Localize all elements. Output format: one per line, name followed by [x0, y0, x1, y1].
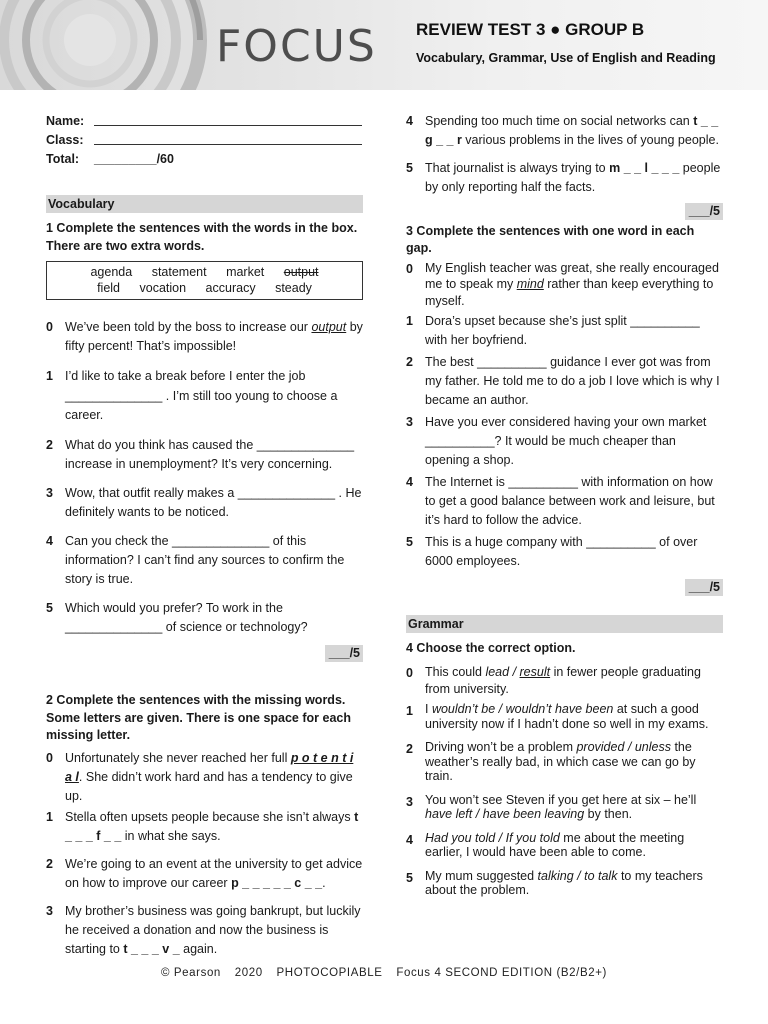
ex4-item: [406, 869, 723, 898]
item-text: You won’t see Steven if you get here at six – he’ll have left / have been leaving by then.: [425, 792, 697, 821]
given-letters: p _ _ _ _ _ c _ _: [231, 875, 323, 890]
item-text: My English teacher was great, she really encouraged me to speak my mind rather than keep everything to myself.: [425, 260, 719, 308]
item-number: 5: [406, 535, 413, 549]
ex1-item: [46, 436, 363, 474]
item-number: 4: [406, 114, 413, 128]
ex2-item: [46, 749, 363, 806]
item-text: Unfortunately she never reached her full p o t e n t i a l. She didn’t work hard and has a tendency to give up.: [65, 750, 354, 803]
item-number: 5: [46, 600, 53, 615]
ex4-instruction: 4 Choose the correct option.: [406, 640, 576, 655]
option-1[interactable]: have left: [425, 807, 473, 821]
ex3-item: [406, 353, 723, 410]
right-column: [406, 112, 723, 898]
item-number: 2: [406, 742, 413, 756]
given-letters: t _ _ _ f _ _: [65, 809, 359, 843]
class-label: Class:: [46, 133, 84, 147]
item-text: Driving won’t be a problem provided / unless the weather’s really bad, in which case we can go by train.: [425, 740, 696, 783]
item-number: 0: [406, 666, 413, 680]
ex3-score: [406, 578, 723, 597]
ex1-item: [46, 484, 363, 522]
item-number: 4: [406, 832, 413, 847]
name-field[interactable]: [94, 112, 362, 126]
score-box: ___/5: [685, 579, 723, 596]
test-title: REVIEW TEST 3 ● GROUP B: [416, 20, 645, 39]
item-number: 3: [46, 485, 53, 500]
item-number: 1: [46, 369, 53, 383]
given-letters: m _ _ l _ _ _: [609, 161, 680, 175]
word: agenda: [90, 265, 133, 279]
word: accuracy: [205, 281, 256, 295]
ex4-item: [406, 702, 723, 731]
item-number: 5: [406, 870, 413, 885]
ex1-score: [46, 644, 363, 663]
footer: [0, 964, 768, 983]
ex1-item: [46, 532, 363, 589]
item-text: That journalist is always trying to m _ _ l _ _ _ people by only reporting half the facts.: [425, 161, 721, 194]
item-text: We’ve been told by the boss to increase our output by fifty percent! That’s impossible!: [65, 320, 363, 353]
ex2-item: [46, 855, 363, 893]
swirl-graphic: [0, 0, 240, 90]
ex3-instruction: 3 Complete the sentences with one word in each gap.: [406, 223, 695, 255]
item-text: Dora’s upset because she’s just split __________ with her boyfriend.: [425, 314, 700, 347]
item-text: Wow, that outfit really makes a ______________ . He definitely wants to be noticed.: [65, 485, 362, 519]
given-letters: t _ _ g _ _ r: [425, 114, 719, 147]
class-row: [46, 131, 363, 150]
copyright: © Pearson: [161, 967, 221, 979]
ex2-item: [46, 808, 363, 846]
left-column: [46, 112, 363, 959]
word: statement: [151, 265, 207, 279]
item-number: 4: [406, 475, 413, 489]
option-2[interactable]: If you told: [505, 830, 560, 845]
grammar-section-title: Grammar: [406, 615, 723, 633]
example-answer: p o t e n t i a l: [65, 750, 354, 784]
option-1[interactable]: Had you told: [425, 830, 496, 845]
ex1-instruction: 1 Complete the sentences with the words in the box. There are two extra words.: [46, 221, 358, 253]
name-label: Name:: [46, 114, 85, 128]
vocabulary-section-title: Vocabulary: [46, 195, 363, 213]
ex4-item: [406, 740, 723, 784]
item-number: 1: [46, 809, 53, 824]
photocopiable: PHOTOCOPIABLE: [276, 967, 383, 979]
ex2-instruction: 2 Complete the sentences with the missing words. Some letters are given. There is one space for each missing letter.: [46, 693, 351, 742]
word: steady: [275, 281, 312, 295]
item-text: Had you told / If you told me about the meeting earlier, I would have been able to come.: [425, 830, 685, 859]
item-text: This is a huge company with __________ of over 6000 employees.: [425, 535, 698, 568]
item-number: 3: [46, 903, 53, 918]
item-number: 3: [406, 794, 413, 809]
given-letters: t _ _ _ v _: [123, 941, 180, 956]
ex2-item: [406, 159, 723, 197]
option-1[interactable]: provided: [576, 740, 625, 754]
ex3-item: [406, 312, 723, 350]
item-number: 4: [46, 533, 53, 548]
example-answer: output: [311, 320, 347, 334]
header-banner: [0, 0, 768, 90]
item-number: 5: [406, 161, 413, 175]
option-1[interactable]: wouldn’t be: [431, 702, 496, 716]
item-text: Which would you prefer? To work in the ______________ of science or technology?: [65, 600, 308, 634]
item-text: Can you check the ______________ of this information? I can’t find any sources to confirm the story is true.: [65, 533, 345, 586]
item-number: 0: [406, 261, 413, 276]
ex3-item: [406, 533, 723, 571]
ex2-item: [406, 112, 723, 150]
word: vocation: [139, 281, 187, 295]
class-field[interactable]: [94, 131, 362, 145]
option-1[interactable]: lead: [485, 665, 510, 679]
ex2-item: [46, 902, 363, 959]
item-text: The best __________ guidance I ever got was from my father. He told me to do a job I love which is why I became an author.: [425, 355, 720, 407]
ex3-item: [406, 473, 723, 530]
option-1[interactable]: talking: [537, 868, 574, 883]
word: market: [226, 265, 265, 279]
ex4-item: [406, 664, 723, 698]
option-2[interactable]: to talk: [584, 868, 618, 883]
score-box: ___/5: [325, 645, 363, 662]
ex3-item: [406, 260, 723, 310]
score-box: ___/5: [685, 203, 723, 220]
option-2[interactable]: unless: [634, 740, 671, 754]
item-text: Stella often upsets people because she isn’t always t _ _ _ f _ _ in what she says.: [65, 809, 359, 843]
item-text: My mum suggested talking / to talk to my teachers about the problem.: [425, 868, 703, 897]
item-text: This could lead / result in fewer people graduating from university.: [425, 665, 701, 696]
item-number: 1: [406, 704, 413, 718]
item-text: What do you think has caused the ______________ increase in unemployment? It’s very concerning.: [65, 437, 355, 471]
year: 2020: [234, 967, 263, 979]
ex1-item: [46, 367, 363, 426]
item-text: We’re going to an event at the university to get advice on how to improve our career p _ _ _ _ _ c _ _.: [65, 856, 363, 890]
word: field: [97, 281, 121, 295]
ex4-item: [406, 793, 723, 822]
item-number: 0: [46, 320, 53, 334]
edition: Focus 4 SECOND EDITION (B2/B2+): [396, 967, 607, 979]
item-number: 3: [406, 415, 413, 429]
word-crossed-out: output: [283, 265, 319, 279]
total-label: Total:: [46, 152, 80, 166]
name-row: [46, 112, 363, 131]
item-text: My brother’s business was going bankrupt, but luckily he received a donation and now the business is starting to t _ _ _ v _ again.: [65, 903, 361, 956]
item-text: The Internet is __________ with information on how to get a good balance between work and leisure, but it’s hard to follow the advice.: [425, 475, 715, 527]
word-box: [46, 261, 363, 300]
item-text: I’d like to take a break before I enter the job ______________ . I’m still too young to choose a career.: [65, 369, 338, 422]
item-number: 2: [46, 856, 53, 871]
total-value: _________/60: [94, 152, 174, 166]
option-2[interactable]: have been leaving: [482, 807, 585, 821]
ex3-item: [406, 413, 723, 470]
ex4-item: [406, 831, 723, 860]
item-text: I wouldn’t be / wouldn’t have been at such a good university now if I hadn’t done so well in my exams.: [425, 702, 709, 731]
option-2[interactable]: wouldn’t have been: [505, 702, 614, 716]
example-answer: mind: [516, 277, 544, 291]
focus-logo: FOCUS: [216, 21, 377, 72]
item-number: 1: [406, 314, 413, 328]
total-row: [46, 150, 363, 169]
item-text: Spending too much time on social networks can t _ _ g _ _ r various problems in the lives of young people.: [425, 114, 719, 147]
ex1-item: [46, 599, 363, 637]
ex1-item: [46, 318, 363, 355]
item-text: Have you ever considered having your own market __________? It would be much cheaper than opening a shop.: [425, 415, 707, 467]
item-number: 2: [406, 355, 413, 369]
ex2-score: [406, 202, 723, 221]
option-2-selected[interactable]: result: [519, 665, 551, 679]
item-number: 2: [46, 437, 53, 452]
item-number: 0: [46, 750, 53, 765]
test-subtitle: Vocabulary, Grammar, Use of English and Reading: [416, 51, 716, 65]
